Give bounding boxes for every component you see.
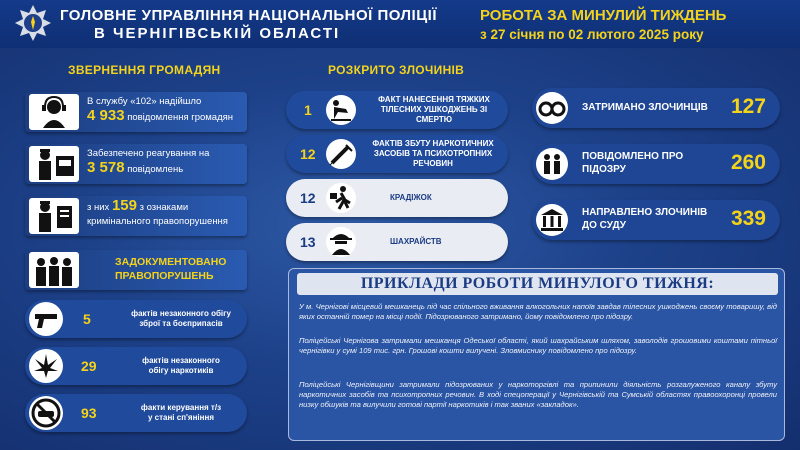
fraud-count: 13	[300, 234, 316, 250]
thief-running-icon	[326, 183, 356, 213]
crime-bodily-harm	[286, 91, 508, 129]
drug-sales-line1: ФАКТІВ ЗБУТУ НАРКОТИЧНИХ	[372, 139, 494, 148]
criminal-line2: кримінального правопорушення	[87, 216, 228, 227]
card-documented	[25, 250, 247, 290]
drunk-line1: факти керування т/з	[140, 403, 222, 412]
harm-line2: ТІЛЕСНИХ УШКОДЖЕНЬ ЗІ	[380, 105, 488, 114]
offense-drunk-driving	[25, 394, 247, 432]
suspicion-line1: ПОВІДОМЛЕНО ПРО	[582, 151, 684, 162]
header-title-line2: В ЧЕРНІГІВСЬКІЙ ОБЛАСТІ	[94, 25, 341, 42]
detained-label: ЗАТРИМАНО ЗЛОЧИНЦІВ	[582, 102, 708, 113]
court-count: 339	[730, 207, 766, 230]
weapons-count: 5	[83, 311, 91, 327]
stat-court	[532, 200, 780, 240]
responses-line1: Забезпечено реагування на	[87, 148, 210, 159]
examples-title: ПРИКЛАДИ РОБОТИ МИНУЛОГО ТИЖНЯ:	[297, 273, 778, 295]
period-text: з 27 січня по 02 лютого 2025 року	[480, 27, 704, 42]
responses-line2: повідомлень	[127, 164, 184, 175]
police-group-icon	[29, 252, 79, 288]
header-title-line1: ГОЛОВНЕ УПРАВЛІННЯ НАЦІОНАЛЬНОЇ ПОЛІЦІЇ	[60, 7, 437, 24]
assault-icon	[326, 95, 356, 125]
courthouse-icon	[536, 204, 568, 236]
fraud-label: ШАХРАЙСТВ	[390, 237, 442, 246]
harm-count: 1	[304, 102, 312, 118]
call-operator-icon	[29, 94, 79, 130]
syringe-icon	[326, 139, 356, 169]
pistol-icon	[29, 302, 63, 336]
drugs-line1: фактів незаконного	[142, 356, 220, 365]
responses-count: 3 578	[87, 159, 125, 176]
weapons-line2: зброї та боєприпасів	[139, 319, 223, 328]
drugs-line2: обігу наркотиків	[148, 366, 214, 375]
documented-line1: ЗАДОКУМЕНТОВАНО	[115, 256, 227, 268]
crimes-title: РОЗКРИТО ЗЛОЧИНІВ	[328, 63, 465, 77]
offense-weapons	[25, 300, 247, 338]
detained-count: 127	[730, 95, 766, 118]
criminal-pre: з них	[87, 202, 110, 213]
calls-line2: повідомлення громадян	[127, 112, 234, 123]
criminal-post: з ознаками	[139, 202, 189, 213]
week-title: РОБОТА ЗА МИНУЛИЙ ТИЖДЕНЬ	[480, 7, 727, 24]
thefts-label: КРАДІЖОК	[390, 193, 432, 202]
police-emblem-icon	[14, 4, 52, 42]
suspicion-line2: ПІДОЗРУ	[582, 164, 626, 175]
crime-thefts	[286, 179, 508, 217]
harm-line1: ФАКТ НАНЕСЕННЯ ТЯЖКИХ	[378, 95, 490, 104]
drunk-line2: у стані сп'яніння	[147, 413, 214, 422]
police-officers-icon	[29, 146, 79, 182]
card-responses	[25, 144, 247, 184]
police-report-icon	[29, 198, 79, 234]
suspect-notice-icon	[536, 148, 568, 180]
example-1: У м. Чернігові місцевий мешканець під час спільного вживання алкогольних напоїв завдав тілесних ушкоджень своєму товаришу, від яких останній помер на місці події. Підозрюваного затримано, йому повідомлено про підозру.	[299, 302, 777, 321]
handcuffs-icon	[536, 92, 568, 124]
weapons-line1: фактів незаконного обігу	[131, 309, 231, 318]
example-2: Поліцейські Чернігова затримали мешканця Одеської області, який шахрайським шляхом, заволодів грошовими коштами пітньої чернігівки у сумі 109 тис. грн. Грошові кошти вилучені. Зловмиснику повідомлено про підозру.	[299, 336, 777, 355]
drug-sales-line2: ЗАСОБІВ ТА ПСИХОТРОПНИХ	[373, 149, 493, 158]
calls-line1: В службу «102» надійшло	[87, 96, 202, 107]
court-line1: НАПРАВЛЕНО ЗЛОЧИНІВ	[582, 207, 708, 218]
crime-fraud	[286, 223, 508, 261]
drugs-count: 29	[81, 358, 97, 374]
calls-count: 4 933	[87, 107, 125, 124]
stat-detained	[532, 88, 780, 128]
cannabis-icon	[29, 349, 63, 383]
offense-drugs	[25, 347, 247, 385]
examples-panel	[288, 268, 785, 441]
suspicion-count: 260	[730, 151, 766, 174]
thefts-count: 12	[300, 190, 316, 206]
example-3: Поліцейські Чернігівщини затримали підозрюваних у наркоторгівлі та припинили діяльність розгалуженого каналу збуту наркотичних засобів та психотропних речовин. В ході спецоперації у Чернігівській та Сумській областях правоохоронці провели низку обшуків та вилучили готові партії наркотиків і так званих «закладок».	[299, 380, 777, 409]
appeals-title: ЗВЕРНЕННЯ ГРОМАДЯН	[68, 63, 221, 77]
drug-sales-line3: РЕЧОВИН	[413, 159, 453, 168]
stat-suspicion	[532, 144, 780, 184]
fraudster-icon	[326, 227, 356, 257]
harm-line3: СМЕРТЮ	[415, 115, 453, 124]
court-line2: ДО СУДУ	[582, 220, 626, 231]
drug-sales-count: 12	[300, 146, 316, 162]
drunk-count: 93	[81, 405, 97, 421]
crime-drug-sales	[286, 135, 508, 173]
card-calls-102	[25, 92, 247, 132]
header-bar	[0, 0, 800, 48]
card-criminal	[25, 196, 247, 236]
no-drink-driving-icon	[29, 396, 63, 430]
criminal-count: 159	[111, 197, 137, 214]
documented-line2: ПРАВОПОРУШЕНЬ	[115, 270, 214, 282]
